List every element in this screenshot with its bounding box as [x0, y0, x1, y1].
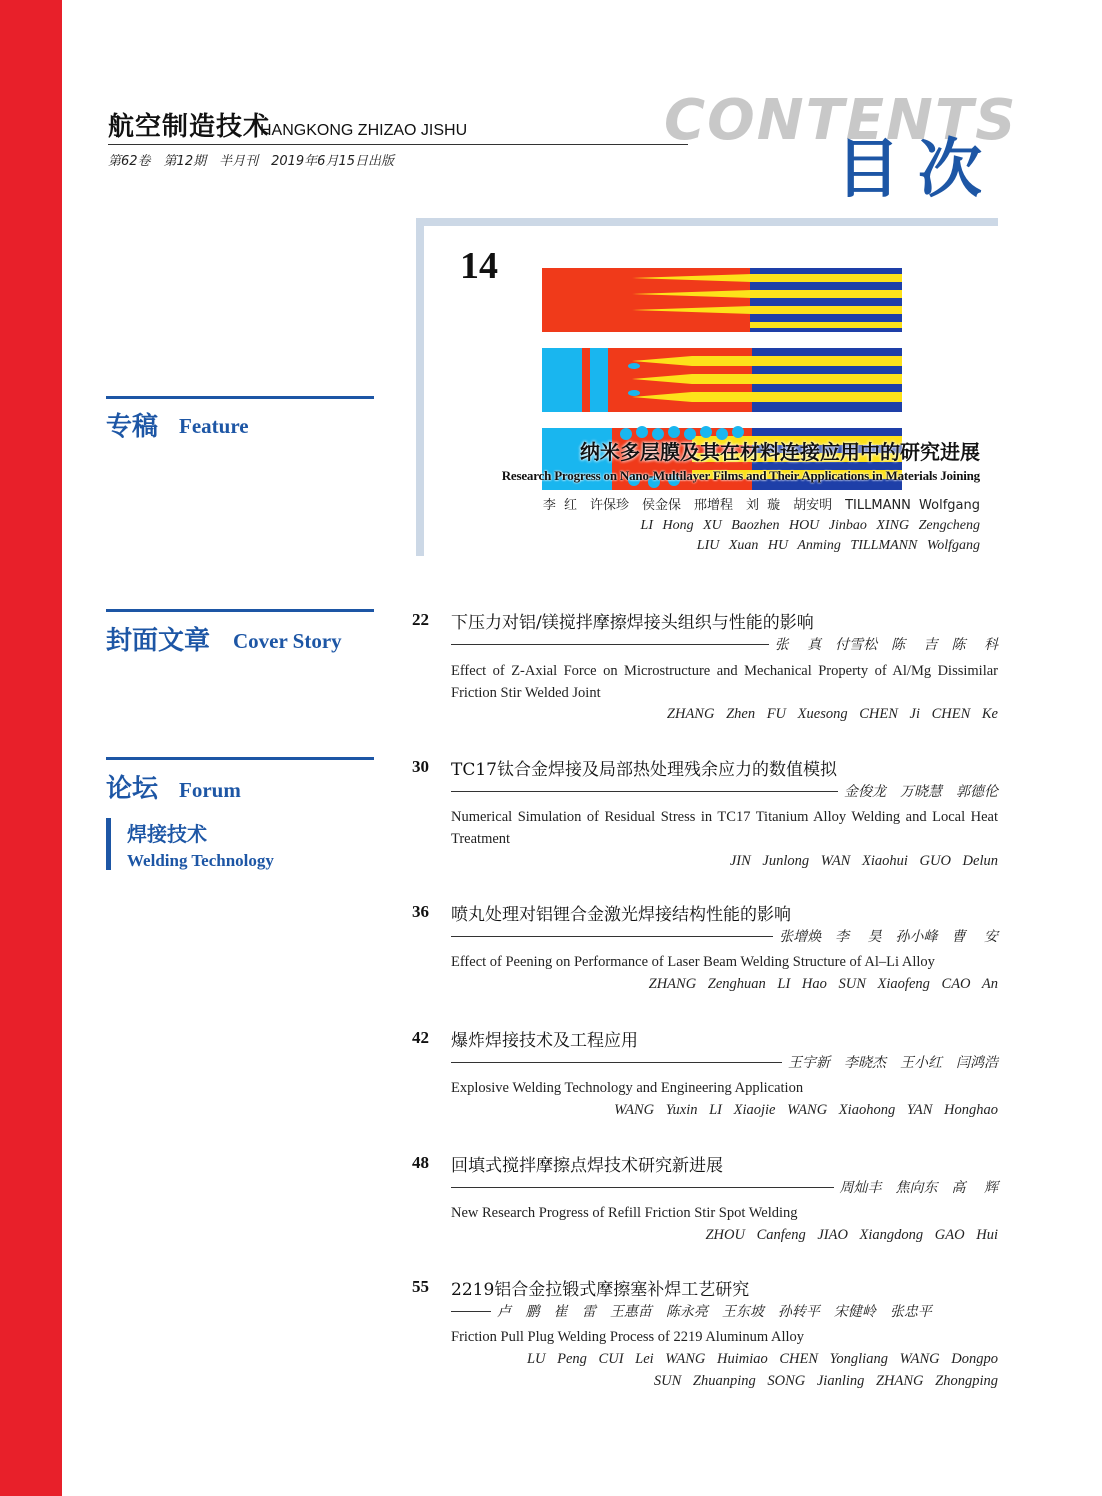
article-title-en[interactable]: New Research Progress of Refill Friction Stir Spot Welding: [451, 1205, 798, 1221]
article-authors-en: JIN Junlong WAN Xiaohui GUO Delun: [729, 853, 998, 869]
featured-article-box: [416, 218, 998, 556]
article-title-en[interactable]: Friction Pull Plug Welding Process of 2219 Aluminum Alloy: [451, 1329, 805, 1345]
author-leader-line: [451, 791, 838, 792]
subsection-bar-welding: [106, 818, 111, 870]
header-rule: [108, 144, 688, 145]
section-feature-en: Feature: [179, 414, 249, 438]
article-title-en-text: Effect of Z-Axial Force on Microstructure and Mechanical Property of Al/Mg Dissimilar Friction Stir Welded Joint: [451, 663, 998, 701]
section-cover-story-en: Cover Story: [233, 629, 342, 653]
contents-heading-cn: 目次: [836, 133, 1000, 207]
article-page-number: 30: [412, 757, 429, 776]
article-title-en[interactable]: [451, 660, 998, 704]
journal-name-cn: 航空制造技术: [108, 112, 271, 142]
article-authors-row: [451, 926, 998, 946]
article-title-en[interactable]: Numerical Simulation of Residual Stress in TC17 Titanium Alloy Welding and Local Heat Treatment: [451, 809, 998, 847]
left-red-bar: [0, 0, 62, 1496]
article-authors-en: ZHANG Zenghuan LI Hao SUN Xiaofeng CAO An: [648, 976, 998, 992]
section-rule-feature: [106, 396, 374, 399]
featured-title-cn[interactable]: 纳米多层膜及其在材料连接应用中的研究进展: [580, 440, 980, 464]
article-page-number: 36: [412, 902, 429, 921]
issue-info: 第62卷 第12期 半月刊 2019年6月15日出版: [108, 154, 394, 169]
article-title-cn[interactable]: 喷丸处理对铝锂合金激光焊接结构性能的影响: [451, 905, 791, 925]
article-title-en[interactable]: Explosive Welding Technology and Engineering Application: [451, 1080, 804, 1096]
article-title-en[interactable]: Effect of Peening on Performance of Laser Beam Welding Structure of Al–Li Alloy: [451, 954, 935, 970]
article-authors-row: [451, 1177, 998, 1197]
featured-page-number[interactable]: 14: [460, 245, 498, 287]
illustration-strip-middle: [542, 348, 902, 412]
article-authors-en: ZHANG Zhen FU Xuesong CHEN Ji CHEN Ke: [666, 706, 998, 722]
author-leader-line: [451, 1062, 782, 1063]
article-authors-row: [451, 781, 998, 801]
article-title-cn[interactable]: 回填式搅拌摩擦点焊技术研究新进展: [451, 1156, 723, 1176]
article-title-cn[interactable]: 下压力对铝/镁搅拌摩擦焊接头组织与性能的影响: [451, 613, 814, 633]
article-page-number: 42: [412, 1028, 429, 1047]
illustration-strip-top: [542, 268, 902, 332]
featured-authors-en-1: LI Hong XU Baozhen HOU Jinbao XING Zengcheng: [640, 518, 980, 533]
article-authors-en: ZHOU Canfeng JIAO Xiangdong GAO Hui: [705, 1227, 998, 1243]
article-authors-en-2: SUN Zhuanping SONG Jianling ZHANG Zhongping: [653, 1373, 998, 1389]
section-cover-story-cn: 封面文章: [106, 626, 211, 656]
featured-authors-cn: 李 红 许保珍 侯金保 邢增程 刘 璇 胡安明 TILLMANN Wolfgang: [542, 498, 980, 513]
featured-article-inner: [424, 226, 998, 556]
contents-heading-en: CONTENTS: [664, 88, 1018, 153]
author-leader-line: [451, 1311, 491, 1312]
article-authors-cn: 金俊龙 万晓慧 郭德伦: [844, 784, 998, 800]
section-forum-cn: 论坛: [106, 774, 159, 804]
section-rule-forum: [106, 757, 374, 760]
article-authors-en: WANG Yuxin LI Xiaojie WANG Xiaohong YAN Honghao: [614, 1102, 998, 1118]
article-page-number: 22: [412, 610, 429, 629]
article-authors-en: LU Peng CUI Lei WANG Huimiao CHEN Yongliang WANG Dongpo: [526, 1351, 998, 1367]
article-title-cn[interactable]: 爆炸焊接技术及工程应用: [451, 1031, 638, 1051]
article-title-cn[interactable]: TC17钛合金焊接及局部热处理残余应力的数值模拟: [451, 760, 837, 780]
subsection-welding-cn: 焊接技术: [127, 822, 207, 846]
subsection-welding-en: Welding Technology: [127, 851, 274, 870]
article-authors-cn: 张 真 付雪松 陈 吉 陈 科: [774, 637, 998, 653]
article-authors-cn: 卢 鹏 崔 雷 王惠苗 陈永亮 王东坡 孙转平 宋健岭 张忠平: [497, 1304, 932, 1320]
featured-authors-en-2: LIU Xuan HU Anming TILLMANN Wolfgang: [696, 538, 980, 553]
article-authors-row: [451, 1301, 998, 1321]
article-authors-cn: 周灿丰 焦向东 高 辉: [839, 1180, 998, 1196]
journal-name-en: HANGKONG ZHIZAO JISHU: [260, 122, 468, 139]
article-authors-cn: 王宇新 李晓杰 王小红 闫鸿浩: [788, 1055, 998, 1071]
featured-title-en[interactable]: Research Progress on Nano-Multilayer Films and Their Applications in Materials Joining: [501, 468, 980, 483]
article-title-cn[interactable]: 2219铝合金拉锻式摩擦塞补焊工艺研究: [451, 1280, 750, 1300]
author-leader-line: [451, 1187, 834, 1188]
section-forum-en: Forum: [179, 778, 241, 802]
article-page-number: 55: [412, 1277, 429, 1296]
section-rule-cover-story: [106, 609, 374, 612]
section-feature-cn: 专稿: [106, 412, 159, 442]
article-authors-cn: 张增焕 李 昊 孙小峰 曹 安: [779, 929, 998, 945]
author-leader-line: [451, 936, 773, 937]
author-leader-line: [451, 644, 769, 645]
article-authors-row: [451, 1052, 998, 1072]
article-authors-row: [451, 634, 998, 654]
article-page-number: 48: [412, 1153, 429, 1172]
